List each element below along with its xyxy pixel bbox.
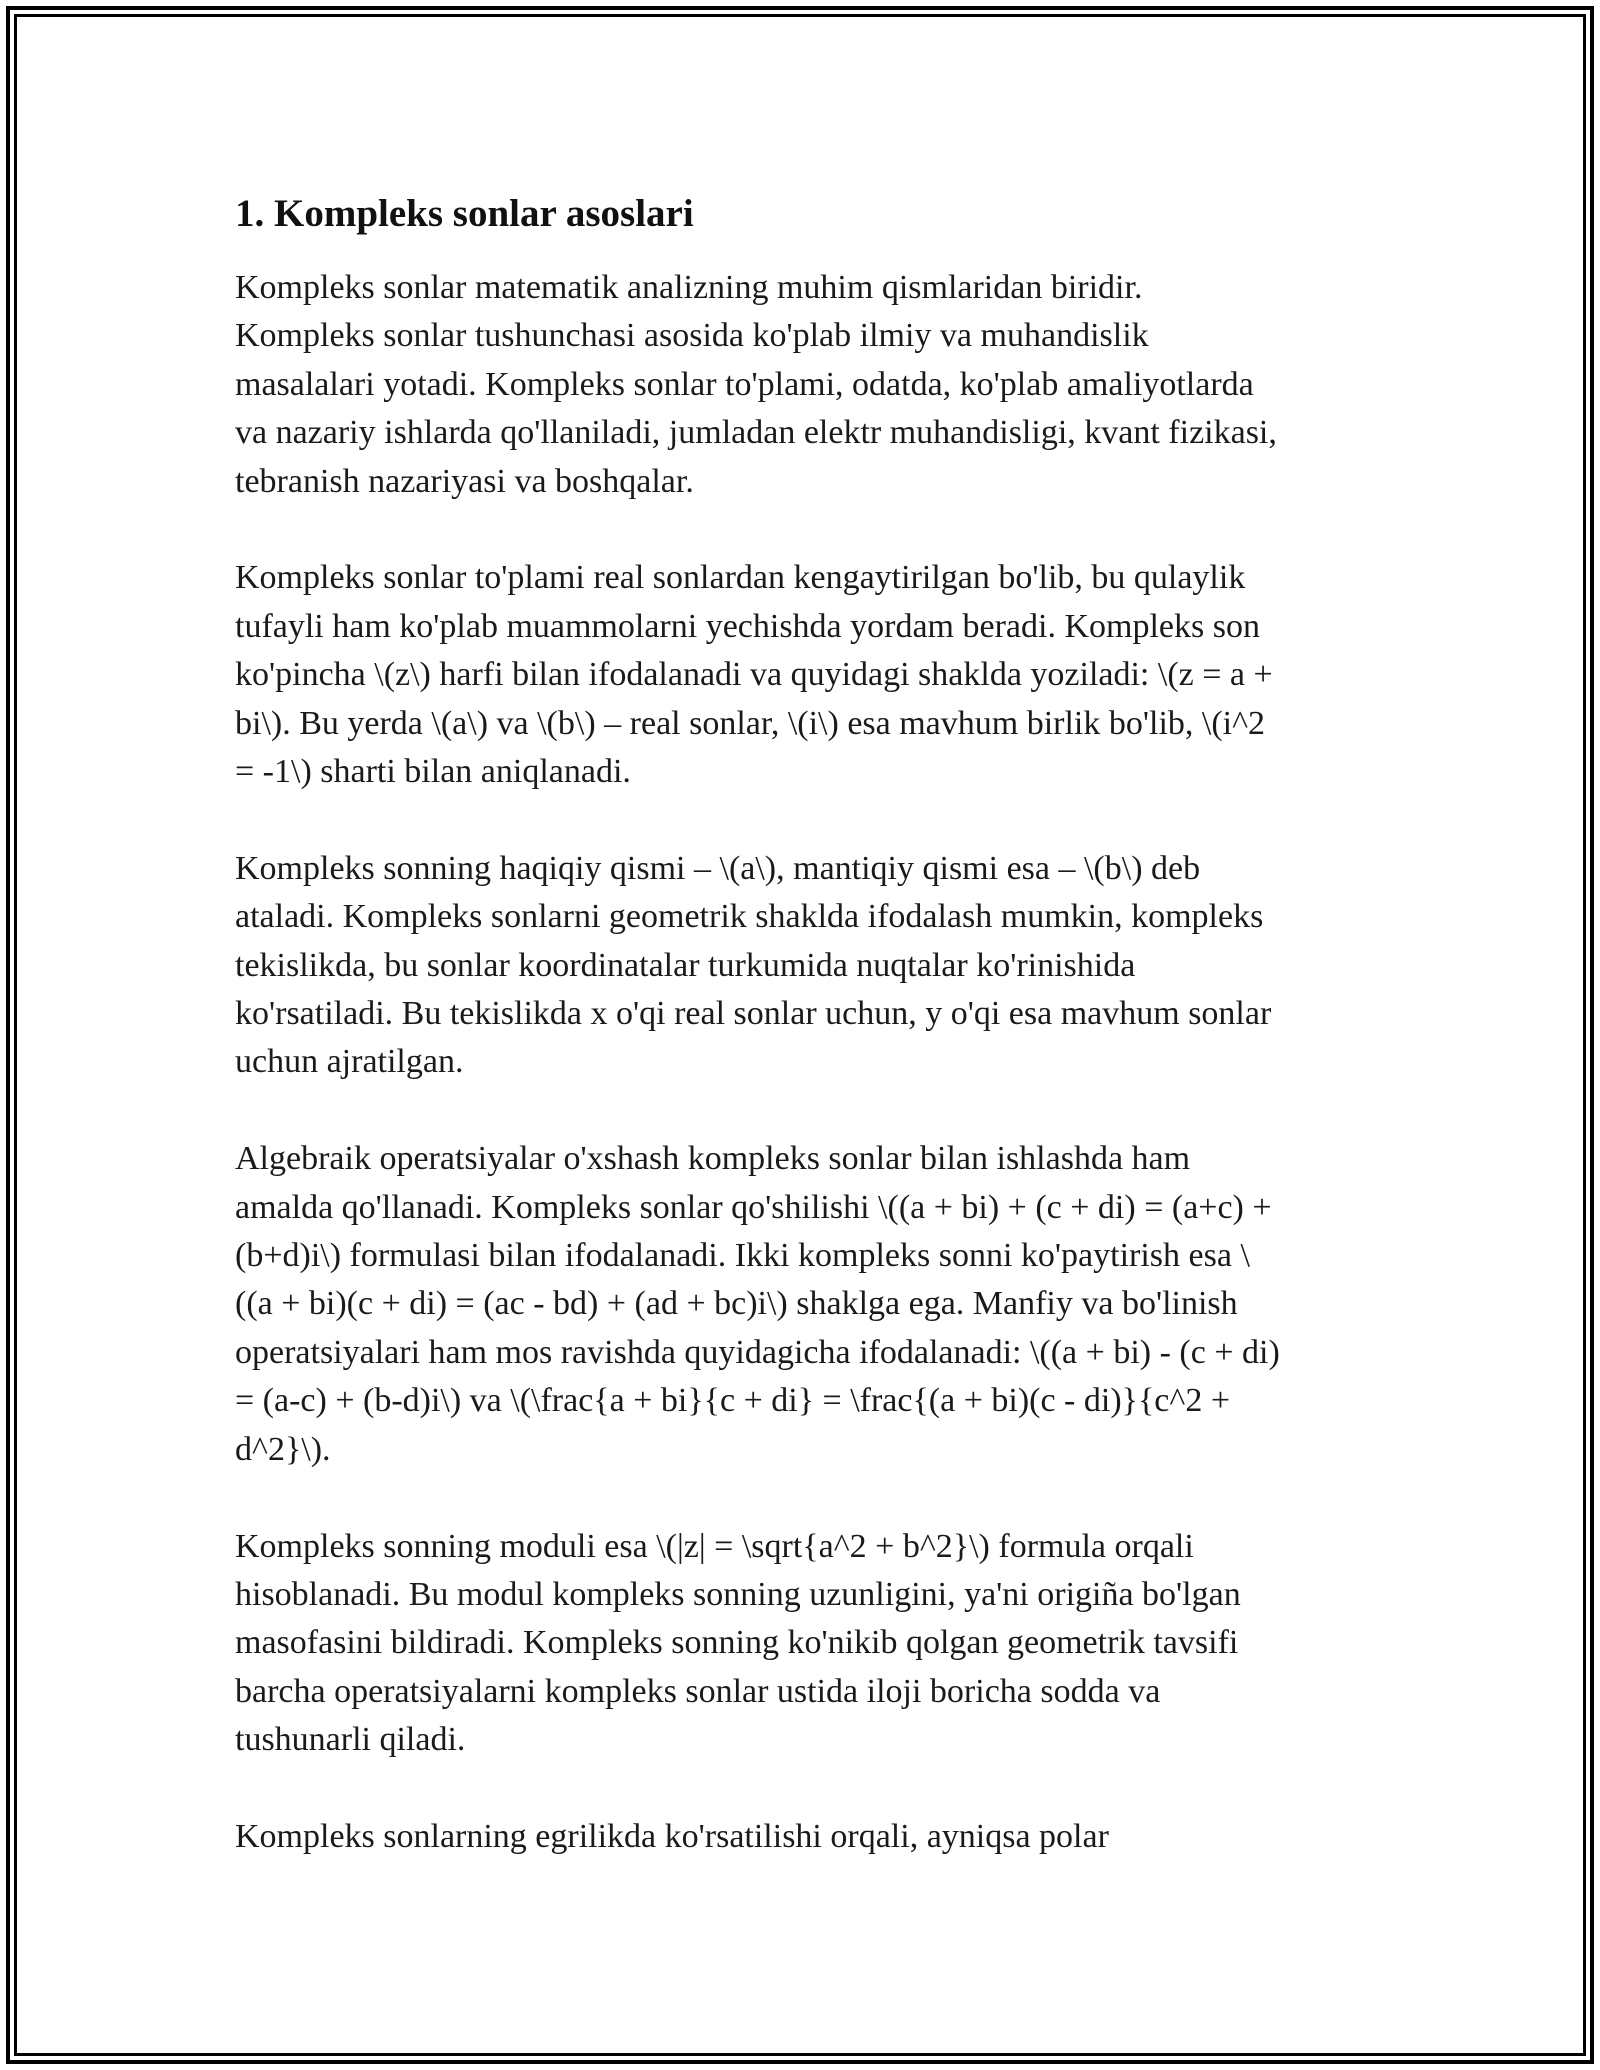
section-heading: 1. Kompleks sonlar asoslari <box>235 192 694 235</box>
paragraph: Kompleks sonlarning egrilikda ko'rsatilishi orqali, ayniqsa polar <box>235 1817 1109 1855</box>
paragraph: Algebraik operatsiyalar o'xshash kompleks sonlar bilan ishlashda ham amalda qo'llanadi. Kompleks sonlar qo'shilishi \((a + bi) + (c + di) = (a+c) + (b+d)i\) formulasi bilan ifodalanadi. Ikki kompleks sonni ko'paytirish esa \ ((a + bi)(c + di) = (ac - bd) + (ad + bc)i\) shaklga ega. Manfiy va bo'linish operatsiyalari ham mos ravishda quyidagicha ifodalanadi: \((a + bi) - (c + di) = (a-c) + (b-d)i\) va \(\frac{a + bi}{c + di} = \frac{(a + bi)(c - di)}{c^2 + d^2}\). <box>235 1140 1280 1468</box>
paragraph: Kompleks sonlar matematik analizning muhim qismlaridan biridir. Kompleks sonlar tushunchasi asosida ko'plab ilmiy va muhandislik masalalari yotadi. Kompleks sonlar to'plami, odatda, ko'plab amaliyotlarda va nazariy ishlarda qo'llaniladi, jumladan elektr muhandisligi, kvant fizikasi, tebranish nazariyasi va boshqalar. <box>235 269 1277 500</box>
paragraph: Kompleks sonning moduli esa \(|z| = \sqrt{a^2 + b^2}\) formula orqali hisoblanadi. Bu modul kompleks sonning uzunligini, ya'ni origiña bo'lgan masofasini bildiradi. Kompleks sonning ko'nikib qolgan geometrik tavsifi barcha operatsiyalarni kompleks sonlar ustida iloji boricha sodda va tushunarli qiladi. <box>235 1527 1241 1759</box>
document-body <box>235 188 1370 1910</box>
paragraph-list <box>235 264 1370 1861</box>
paragraph: Kompleks sonlar to'plami real sonlardan kengaytirilgan bo'lib, bu qulaylik tufayli ham ko'plab muammolarni yechishda yordam beradi. Kompleks son ko'pincha \(z\) harfi bilan ifodalanadi va quyidagi shaklda yoziladi: \(z = a + bi\). Bu yerda \(a\) va \(b\) – real sonlar, \(i\) esa mavhum birlik bo'lib, \(i^2 = -1\) sharti bilan aniqlanadi. <box>235 559 1273 791</box>
paragraph: Kompleks sonning haqiqiy qismi – \(a\), mantiqiy qismi esa – \(b\) deb ataladi. Kompleks sonlarni geometrik shaklda ifodalash mumkin, kompleks tekislikda, bu sonlar koordinatalar turkumida nuqtalar ko'rinishida ko'rsatiladi. Bu tekislikda x o'qi real sonlar uchun, y o'qi esa mavhum sonlar uchun ajratilgan. <box>235 849 1272 1081</box>
